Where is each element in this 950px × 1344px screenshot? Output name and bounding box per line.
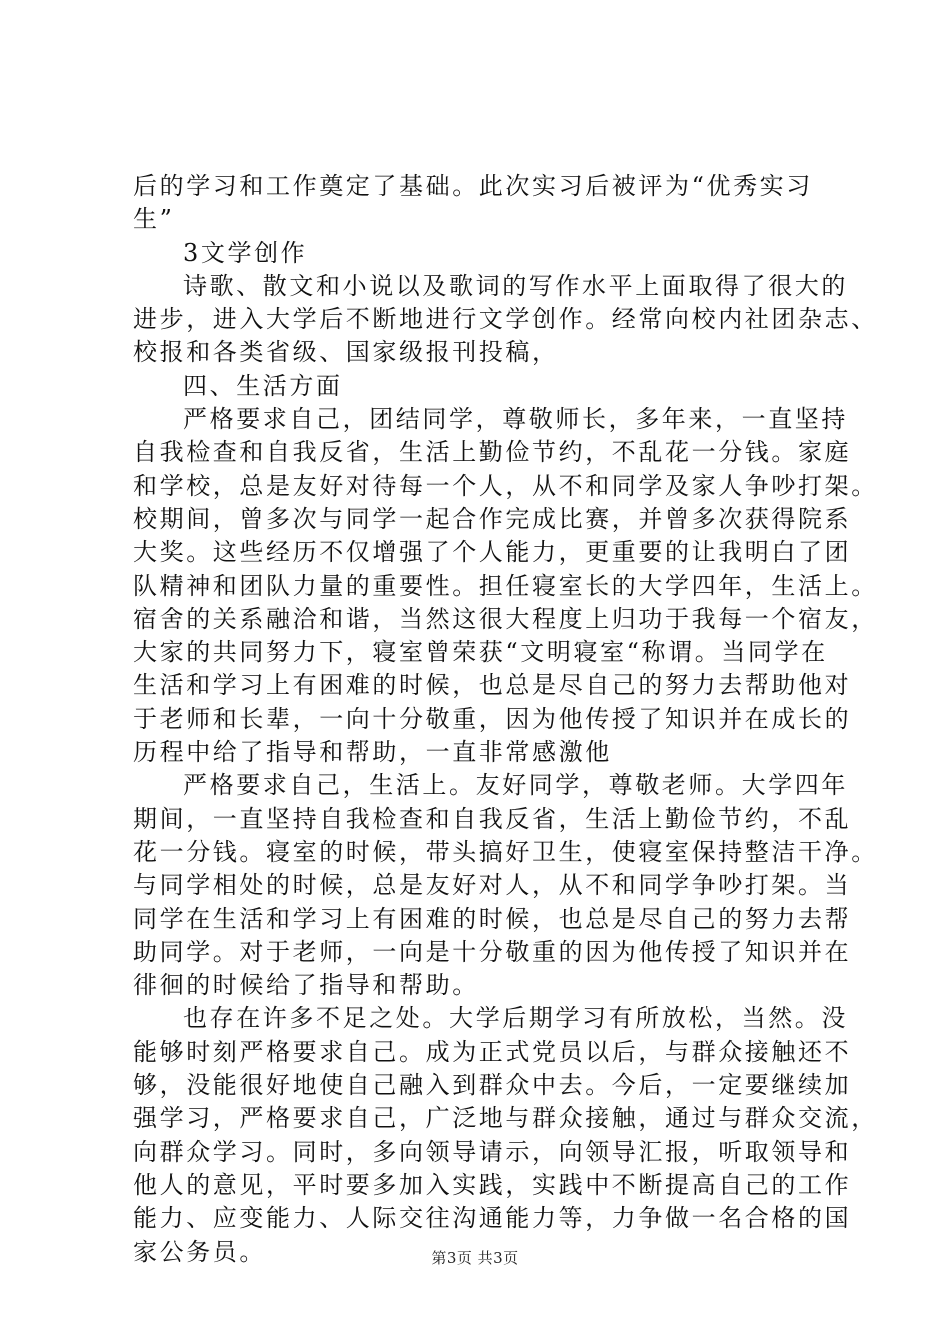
text-line: 3文学创作: [183, 238, 308, 267]
text-line: 向群众学习。同时，多向领导请示，向领导汇报，听取领导和: [133, 1137, 852, 1166]
page-footer: 第3页 共3页: [431, 1249, 519, 1267]
text-line: 生”: [133, 205, 175, 234]
text-line: 大家的共同努力下，寝室曾荣获“文明寝室“称谓。当同学在: [133, 638, 828, 667]
text-line: 他人的意见，平时要多加入实践，实践中不断提高自己的工作: [133, 1170, 852, 1199]
document-body: [133, 170, 878, 1269]
text-line: 严格要求自己，团结同学，尊敬师长，多年来，一直坚持: [183, 405, 848, 434]
text-line: 强学习，严格要求自己，广泛地与群众接触，通过与群众交流，: [133, 1104, 878, 1133]
text-line: 期间，一直坚持自我检查和自我反省，生活上勤俭节约，不乱: [133, 804, 852, 833]
text-line: 生活和学习上有困难的时候，也总是尽自己的努力去帮助他对: [133, 671, 852, 700]
text-line: 校报和各类省级、国家级报刊投稿，: [133, 338, 559, 367]
text-line: 进步，进入大学后不断地进行文学创作。经常向校内社团杂志、: [133, 305, 878, 334]
text-line: 后的学习和工作奠定了基础。此次实习后被评为“优秀实习: [133, 172, 813, 200]
text-line: 校期间，曾多次与同学一起合作完成比赛，并曾多次获得院系: [133, 504, 852, 533]
text-line: 严格要求自己，生活上。友好同学，尊敬老师。大学四年: [183, 771, 848, 800]
text-line: 与同学相处的时候，总是友好对人，从不和同学争吵打架。当: [133, 871, 852, 900]
text-line: 徘徊的时候给了指导和帮助。: [133, 971, 479, 1000]
text-line: 大奖。这些经历不仅增强了个人能力，更重要的让我明白了团: [133, 538, 852, 567]
text-line: 家公务员。: [133, 1237, 266, 1266]
text-line: 花一分钱。寝室的时候，带头搞好卫生，使寝室保持整洁干净。: [133, 837, 878, 866]
text-line: 于老师和长辈，一向十分敬重，因为他传授了知识并在成长的: [133, 704, 852, 733]
text-line: 也存在许多不足之处。大学后期学习有所放松，当然。没: [183, 1004, 848, 1033]
text-line: 和学校，总是友好对待每一个人，从不和同学及家人争吵打架。: [133, 471, 878, 500]
text-line: 能够时刻严格要求自己。成为正式党员以后，与群众接触还不: [133, 1037, 852, 1066]
text-line: 四、生活方面: [183, 371, 343, 400]
text-line: 宿舍的关系融洽和谐，当然这很大程度上归功于我每一个宿友，: [133, 604, 878, 633]
text-line: 够，没能很好地使自己融入到群众中去。今后，一定要继续加: [133, 1071, 852, 1100]
text-line: 队精神和团队力量的重要性。担任寝室长的大学四年，生活上。: [133, 571, 878, 600]
text-line: 同学在生活和学习上有困难的时候，也总是尽自己的努力去帮: [133, 904, 852, 933]
text-line: 能力、应变能力、人际交往沟通能力等，力争做一名合格的国: [133, 1204, 852, 1233]
text-line: 诗歌、散文和小说以及歌词的写作水平上面取得了很大的: [183, 271, 848, 300]
text-line: 助同学。对于老师，一向是十分敬重的因为他传授了知识并在: [133, 937, 852, 966]
text-line: 自我检查和自我反省，生活上勤俭节约，不乱花一分钱。家庭: [133, 438, 852, 467]
text-line: 历程中给了指导和帮助，一直非常感激他: [133, 738, 612, 767]
